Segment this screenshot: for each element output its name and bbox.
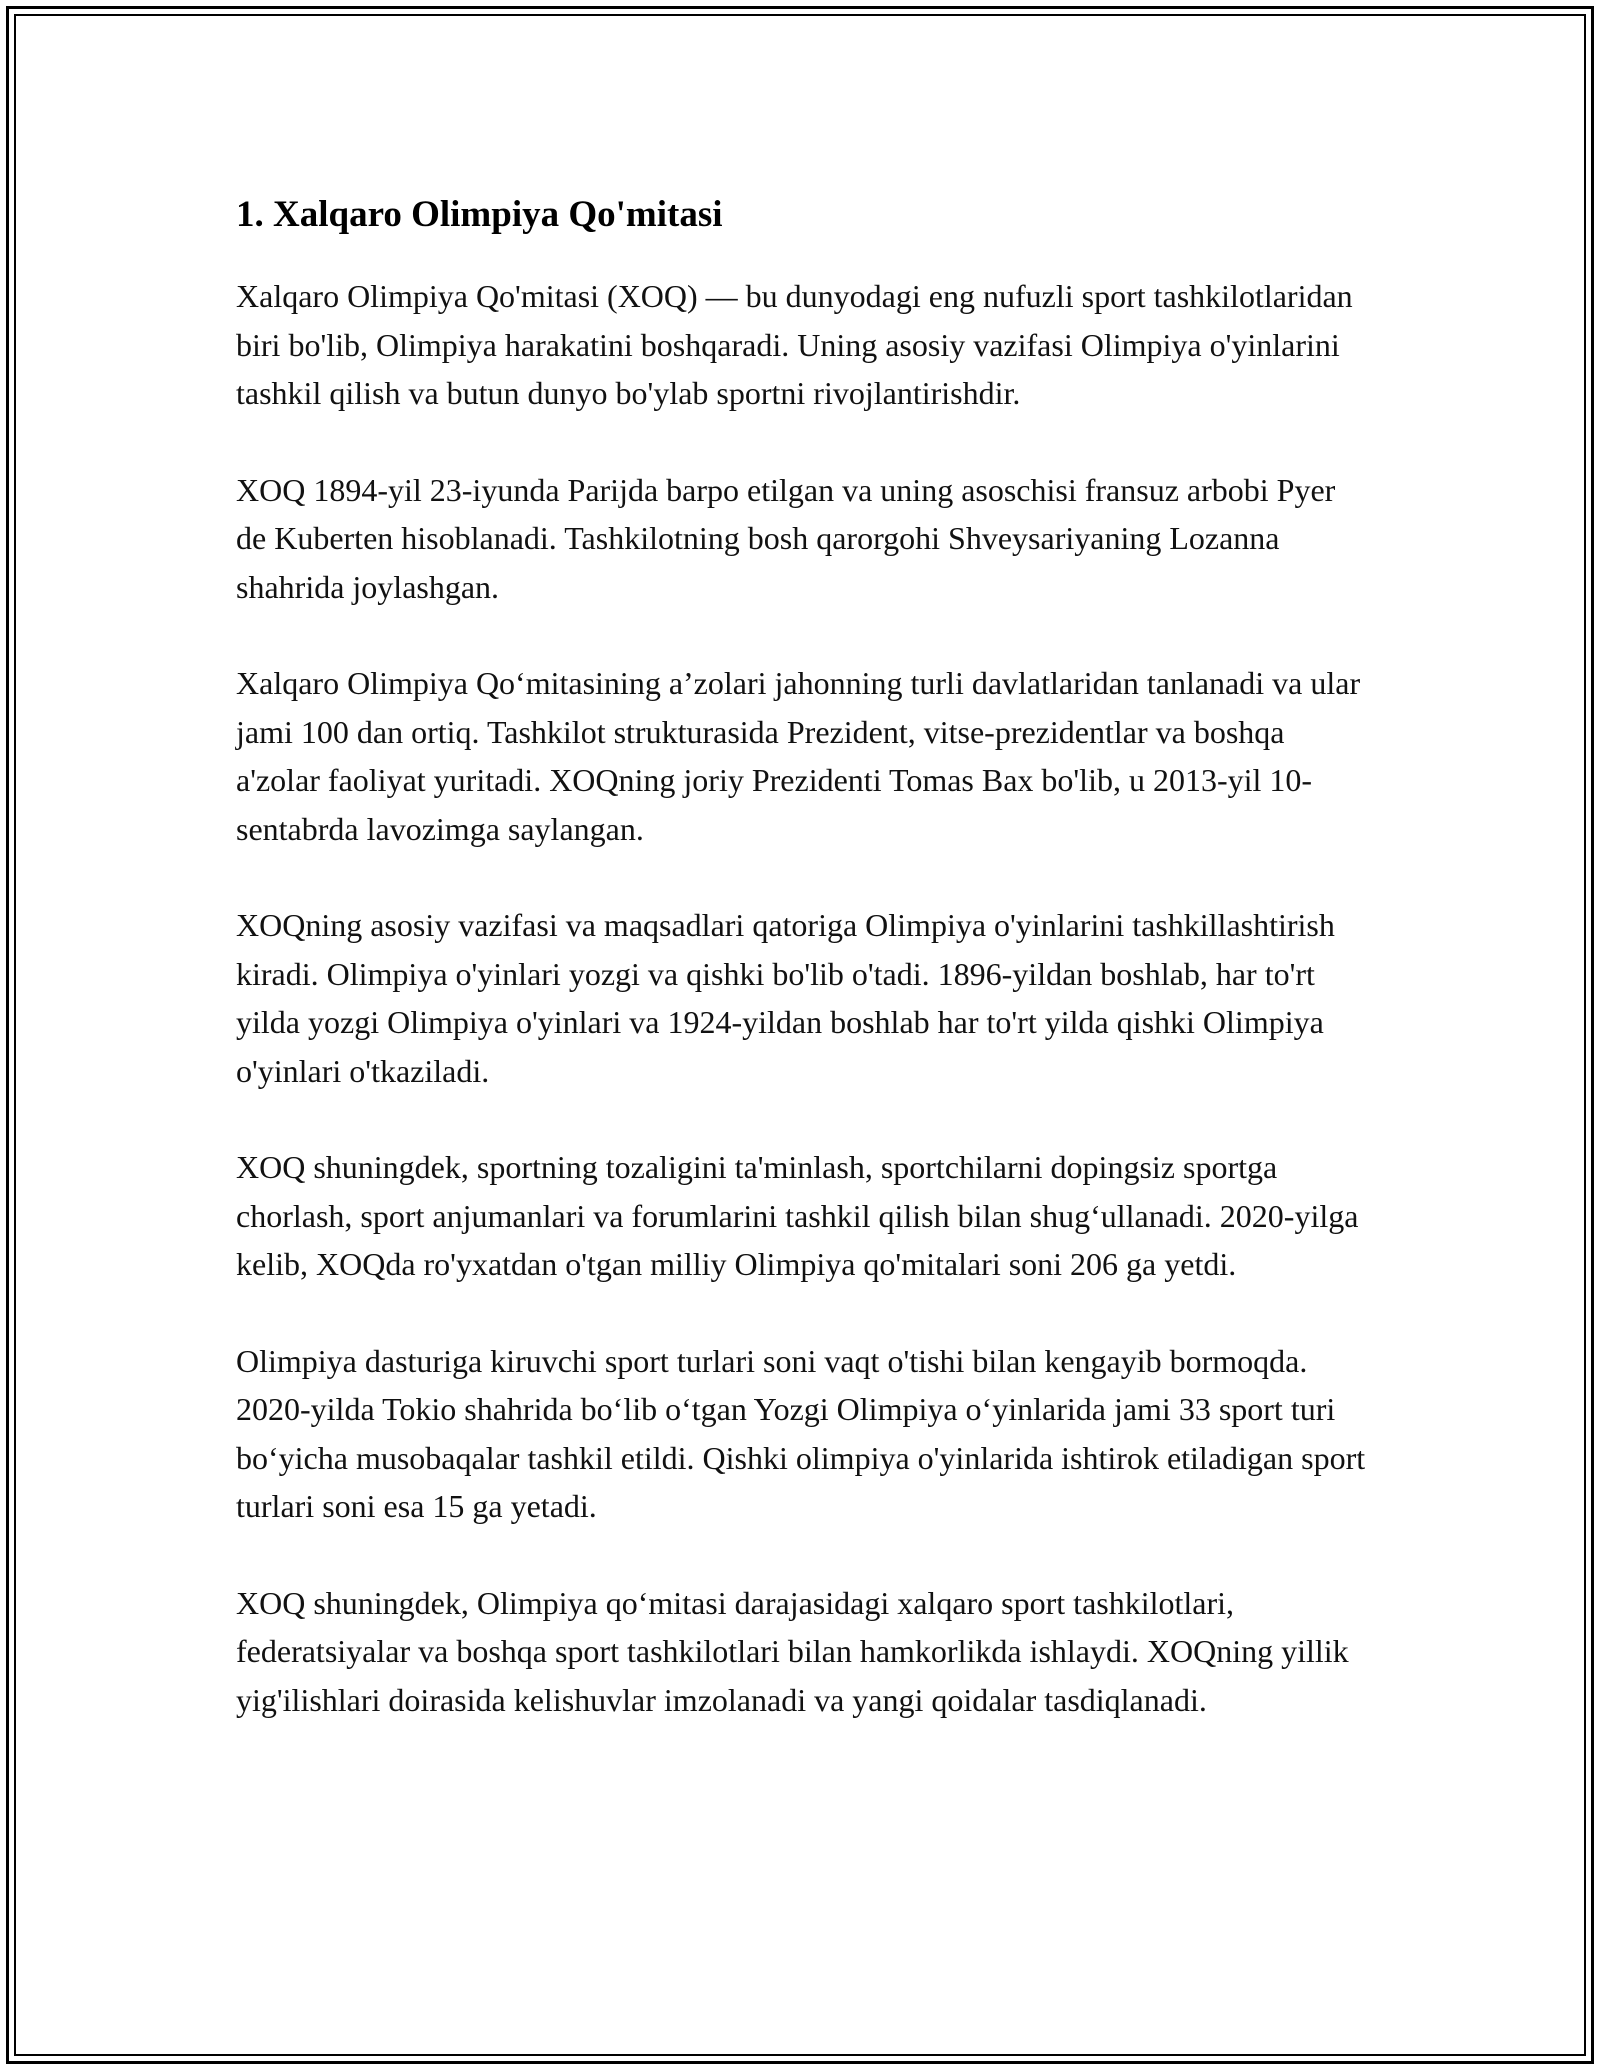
paragraph-7: XOQ shuningdek, Olimpiya qo‘mitasi darajasidagi xalqaro sport tashkilotlari, federatsiyalar va boshqa sport tashkilotlari bilan hamkorlikda ishlaydi. XOQning yillik yig'ilishlari doirasida kelishuvlar imzolanadi va yangi qoidalar tasdiqlanadi. — [236, 1584, 1349, 1718]
section-title: 1. Xalqaro Olimpiya Qo'mitasi — [236, 194, 723, 235]
paragraph-5: XOQ shuningdek, sportning tozaligini ta'minlash, sportchilarni dopingsiz sportga chorlash, sport anjumanlari va forumlarini tashkil qilish bilan shug‘ullanadi. 2020-yilga kelib, XOQda ro'yxatdan o'tgan milliy Olimpiya qo'mitalari soni 206 ga yetdi. — [236, 1149, 1359, 1282]
paragraph-4: XOQning asosiy vazifasi va maqsadlari qatoriga Olimpiya o'yinlarini tashkillashtirish kiradi. Olimpiya o'yinlari yozgi va qishki bo'lib o'tadi. 1896-yildan boshlab, har to'rt yilda yozgi Olimpiya o'yinlari va 1924-yildan boshlab har to'rt yilda qishki Olimpiya o'yinlari o'tkaziladi. — [236, 907, 1335, 1089]
paragraph-1: Xalqaro Olimpiya Qo'mitasi (XOQ) — bu dunyodagi eng nufuzli sport tashkilotlaridan biri bo'lib, Olimpiya harakatini boshqaradi. Uning asosiy vazifasi Olimpiya o'yinlarini tashkil qilish va butun dunyo bo'ylab sportni rivojlantirishdir. — [236, 278, 1353, 411]
document-body — [236, 186, 1366, 1772]
paragraph-6: Olimpiya dasturiga kiruvchi sport turlari soni vaqt o'tishi bilan kengayib bormoqda. 2020-yilda Tokio shahrida bo‘lib o‘tgan Yozgi Olimpiya o‘yinlarida jami 33 sport turi bo‘yicha musobaqalar tashkil etildi. Qishki olimpiya o'yinlarida ishtirok etiladigan sport turlari soni esa 15 ga yetadi. — [236, 1342, 1366, 1524]
paragraph-2: XOQ 1894-yil 23-iyunda Parijda barpo etilgan va uning asoschisi fransuz arbobi Pyer de Kuberten hisoblanadi. Tashkilotning bosh qarorgohi Shveysariyaning Lozanna shahrida joylashgan. — [236, 471, 1336, 605]
paragraph-3: Xalqaro Olimpiya Qo‘mitasining a’zolari jahonning turli davlatlaridan tanlanadi va ular jami 100 dan ortiq. Tashkilot strukturasida Prezident, vitse-prezidentlar va boshqa a'zolar faoliyat yuritadi. XOQning joriy Prezidenti Tomas Bax bo'lib, u 2013-yil 10-sentabrda lavozimga saylangan. — [236, 665, 1361, 847]
